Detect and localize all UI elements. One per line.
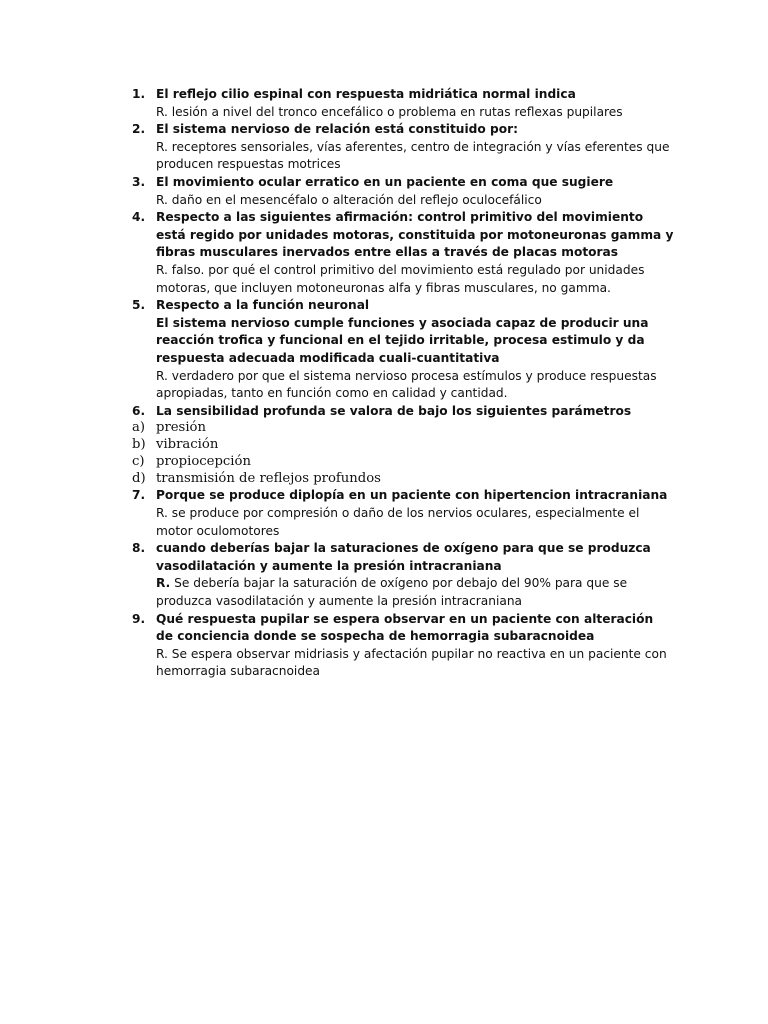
- item-number: 8.: [132, 541, 146, 556]
- question-text: Qué respuesta pupilar se espera observar en un paciente con alteración de conciencia donde se sospecha de hemorragia subaracnoidea: [156, 611, 654, 644]
- list-item-9: [114, 611, 674, 681]
- list-item-3: [114, 174, 674, 209]
- list-item-6: [114, 403, 674, 421]
- question-text: La sensibilidad profunda se valora de bajo los siguientes parámetros: [156, 403, 632, 418]
- sub-item-c: [114, 454, 674, 471]
- item-number: 4.: [132, 210, 146, 225]
- answer-paragraph: [156, 575, 674, 610]
- answer-text: R. receptores sensoriales, vías aferentes, centro de integración y vías eferentes que producen respuestas motrices: [156, 139, 670, 172]
- sub-item-letter: c): [132, 453, 145, 469]
- sub-item-text: vibración: [156, 437, 219, 453]
- list-item-1: [114, 86, 674, 121]
- question-text: Porque se produce diplopía en un paciente con hipertencion intracraniana: [156, 488, 668, 503]
- question-text: El reflejo cilio espinal con respuesta midriática normal indica: [156, 87, 576, 101]
- answer-text: R. daño en el mesencéfalo o alteración del reflejo oculocefálico: [156, 192, 542, 207]
- sub-item-letter: a): [132, 420, 146, 436]
- list-item-8: [114, 540, 674, 610]
- question-text: cuando deberías bajar la saturaciones de oxígeno para que se produzca vasodilatación y aumente la presión intracraniana: [156, 541, 651, 573]
- sub-item-text: transmisión de reflejos profundos: [156, 470, 381, 486]
- item-number: 7.: [132, 488, 146, 503]
- question-statement: El sistema nervioso cumple funciones y asociada capaz de producir una reacción trofica y funcional en el tejido irritable, procesa estimulo y da respuesta adecuada modificada cuali-cuantitativa: [156, 315, 649, 365]
- answer-text: R. lesión a nivel del tronco encefálico o problema en rutas reflexas pupilares: [156, 104, 623, 119]
- question-text: Respecto a la función neuronal: [156, 298, 370, 313]
- answer-text: R. se produce por compresión o daño de los nervios oculares, especialmente el motor oculomotores: [156, 506, 640, 538]
- sub-item-a: [114, 420, 674, 437]
- item-number: 5.: [132, 298, 146, 313]
- item-number: 1.: [132, 87, 146, 101]
- item-number: 9.: [132, 611, 146, 626]
- question-text: El sistema nervioso de relación está constituido por:: [156, 122, 518, 137]
- question-text: Respecto a las siguientes afirmación: control primitivo del movimiento está regido por unidades motoras, constituida por motoneuronas gamma y fibras musculares inervados entre ellas a través de placas motoras: [156, 210, 674, 260]
- answer-text: R. verdadero por que el sistema nervioso procesa estímulos y produce respuestas apropiadas, tanto en función como en calidad y cantidad.: [156, 368, 657, 401]
- list-item-2: [114, 121, 674, 174]
- list-item-5: [114, 297, 674, 403]
- sub-item-b: [114, 437, 674, 454]
- sub-item-d: [114, 471, 674, 488]
- sub-item-letter: b): [132, 437, 146, 453]
- item-number: 6.: [132, 403, 146, 418]
- item-number: 2.: [132, 122, 146, 137]
- list-item-4: [114, 209, 674, 297]
- sub-item-text: propiocepción: [156, 453, 251, 469]
- answer-text: R. falso. por qué el control primitivo del movimiento está regulado por unidades motoras, que incluyen motoneuronas alfa y fibras musculares, no gamma.: [156, 262, 645, 295]
- item-number: 3.: [132, 174, 146, 189]
- list-item-7: [114, 487, 674, 540]
- answer-text: R. Se espera observar midriasis y afectación pupilar no reactiva en un paciente con hemorragia subaracnoidea: [156, 646, 667, 679]
- answer-prefix: R.: [156, 576, 171, 591]
- sub-item-text: presión: [156, 420, 206, 436]
- question-list: [114, 86, 674, 681]
- question-text: El movimiento ocular erratico en un paciente en coma que sugiere: [156, 174, 614, 189]
- answer-text: Se debería bajar la saturación de oxígeno por debajo del 90% para que se produzca vasodilatación y aumente la presión intracraniana: [156, 576, 628, 609]
- sub-item-letter: d): [132, 470, 146, 486]
